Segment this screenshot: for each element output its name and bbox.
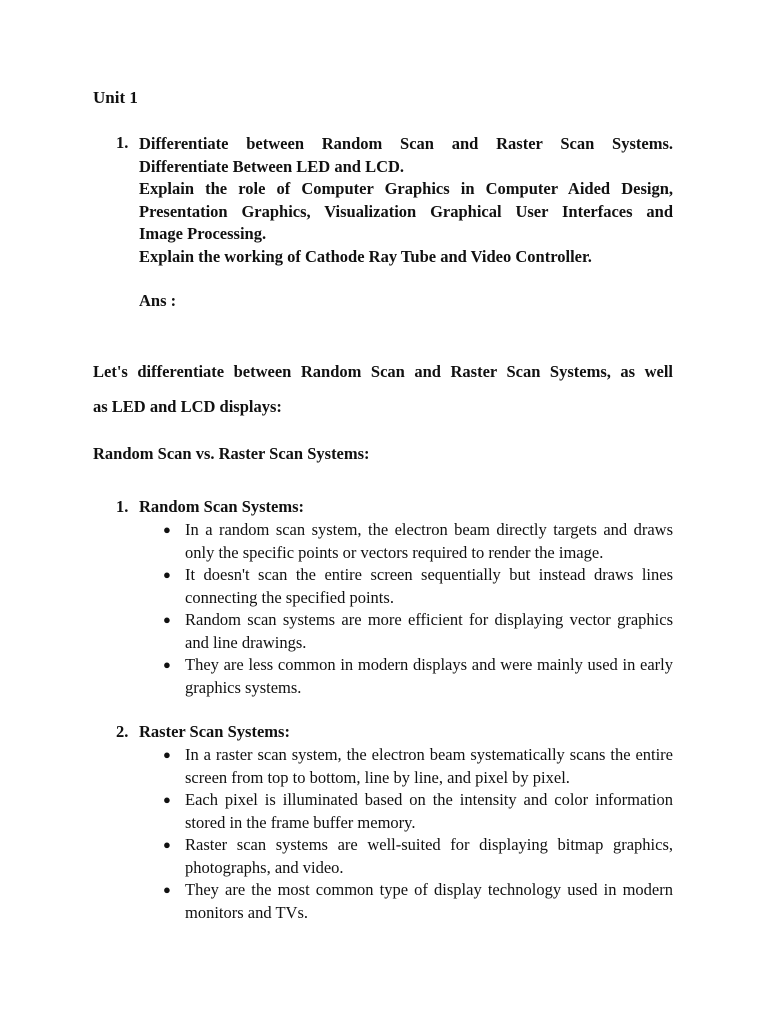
- bullet-text: In a raster scan system, the electron beam systematically scans the entire screen from top to bottom, line by line, and pixel by pixel.: [185, 745, 673, 787]
- bullet-text: They are less common in modern displays and were mainly used in early graphics systems.: [185, 655, 673, 697]
- section-title: Raster Scan Systems:: [139, 722, 290, 741]
- section-number: 1.: [116, 497, 129, 516]
- question-number: 1.: [116, 133, 129, 152]
- list-item: [163, 789, 673, 834]
- answer-label: Ans :: [139, 291, 177, 310]
- list-item: [163, 609, 673, 654]
- list-item: [163, 879, 673, 924]
- list-item: [163, 564, 673, 609]
- bullet-text: In a random scan system, the electron beam directly targets and draws only the specific points or vectors required to render the image.: [185, 520, 673, 562]
- bullet-text: Each pixel is illuminated based on the intensity and color information stored in the frame buffer memory.: [185, 790, 673, 832]
- list-item: [163, 654, 673, 699]
- bullet-list: [163, 744, 673, 924]
- bullet-text: Random scan systems are more efficient for displaying vector graphics and line drawings.: [185, 610, 673, 652]
- bullet-text: Raster scan systems are well-suited for displaying bitmap graphics, photographs, and video.: [185, 835, 673, 877]
- question-line: Explain the role of Computer Graphics in Computer Aided Design,: [139, 179, 673, 198]
- intro-line: Let's differentiate between Random Scan and Raster Scan Systems, as well: [93, 362, 673, 381]
- bullet-icon: ●: [163, 747, 171, 762]
- bullet-icon: ●: [163, 522, 171, 537]
- question-line: Presentation Graphics, Visualization Graphical User Interfaces and: [139, 201, 673, 221]
- bullet-list: [163, 519, 673, 699]
- question-line: Explain the working of Cathode Ray Tube and Video Controller.: [139, 246, 592, 266]
- bullet-icon: ●: [163, 657, 171, 672]
- section-subheading: Random Scan vs. Raster Scan Systems:: [93, 444, 370, 463]
- bullet-icon: ●: [163, 882, 171, 897]
- list-item: [163, 744, 673, 789]
- section-number: 2.: [116, 722, 129, 741]
- bullet-icon: ●: [163, 837, 171, 852]
- intro-paragraph: [93, 354, 673, 424]
- section-title: Random Scan Systems:: [139, 497, 305, 516]
- question-text: [139, 133, 673, 268]
- bullet-icon: ●: [163, 567, 171, 582]
- list-item: [163, 834, 673, 879]
- bullet-text: It doesn't scan the entire screen sequentially but instead draws lines connecting the specified points.: [185, 565, 673, 607]
- intro-line: as LED and LCD displays:: [93, 397, 282, 416]
- list-item: [163, 519, 673, 564]
- question-line: Image Processing.: [139, 224, 267, 243]
- bullet-text: They are the most common type of display technology used in modern monitors and TVs.: [185, 880, 673, 922]
- unit-heading: Unit 1: [93, 88, 138, 107]
- bullet-icon: ●: [163, 792, 171, 807]
- question-line: Differentiate Between LED and LCD.: [139, 156, 405, 176]
- bullet-icon: ●: [163, 612, 171, 627]
- question-line: Differentiate between Random Scan and Raster Scan Systems.: [139, 134, 673, 153]
